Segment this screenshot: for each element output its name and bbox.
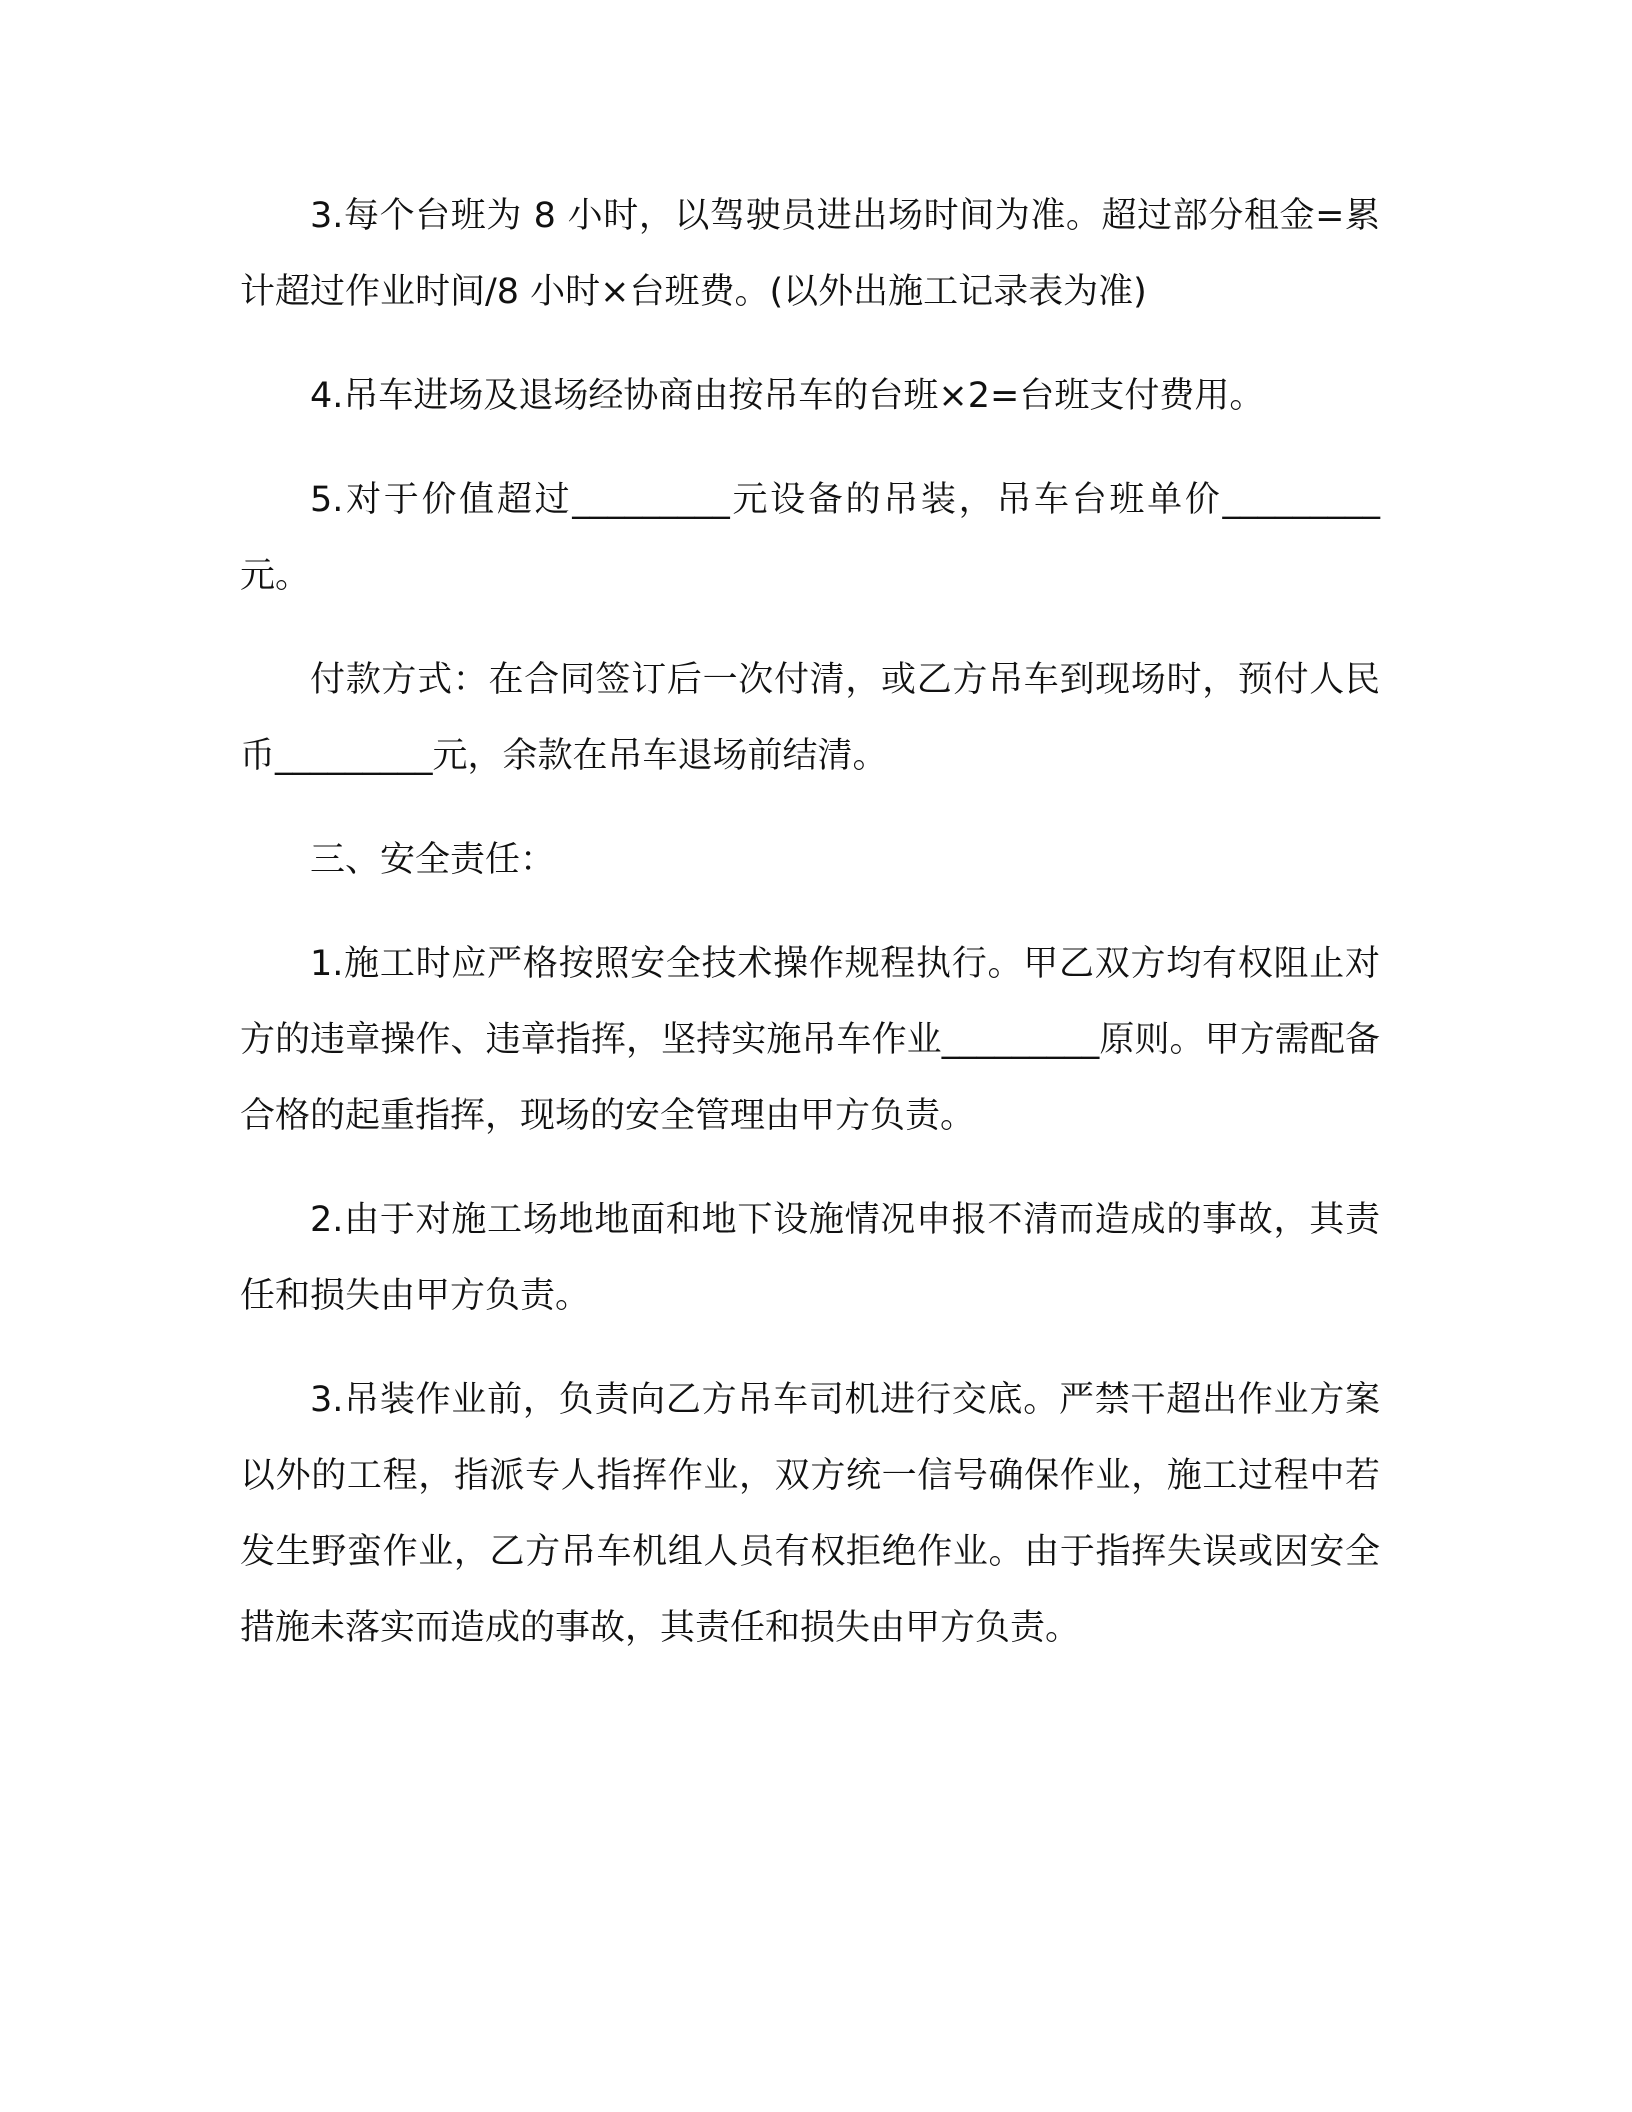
document-page — [240, 178, 1380, 1694]
safety-clause-3: 3.吊装作业前，负责向乙方吊车司机进行交底。严禁干超出作业方案以外的工程，指派专人指挥作业，双方统一信号确保作业，施工过程中若发生野蛮作业，乙方吊车机组人员有权拒绝作业。由于指挥失误或因安全措施未落实而造成的事故，其责任和损失由甲方负责。 — [240, 1380, 1380, 1648]
safety-clause-2: 2.由于对施工场地地面和地下设施情况申报不清而造成的事故，其责任和损失由甲方负责。 — [240, 1200, 1380, 1316]
clause-4-entry-exit-fee: 4.吊车进场及退场经协商由按吊车的台班×2=台班支付费用。 — [310, 376, 1265, 416]
payment-method: 付款方式：在合同签订后一次付清，或乙方吊车到现场时，预付人民币_________元，余款在吊车退场前结清。 — [240, 660, 1380, 776]
safety-clause-1: 1.施工时应严格按照安全技术操作规程执行。甲乙双方均有权阻止对方的违章操作、违章指挥，坚持实施吊车作业_________原则。甲方需配备合格的起重指挥，现场的安全管理由甲方负责。 — [240, 944, 1380, 1136]
clause-5-high-value-equipment: 5.对于价值超过_________元设备的吊装，吊车台班单价_________元。 — [240, 480, 1380, 596]
clause-3-shift-hours: 3.每个台班为 8 小时，以驾驶员进出场时间为准。超过部分租金=累计超过作业时间/8 小时×台班费。(以外出施工记录表为准) — [240, 196, 1380, 312]
section-heading-safety: 三、安全责任： — [310, 840, 556, 880]
